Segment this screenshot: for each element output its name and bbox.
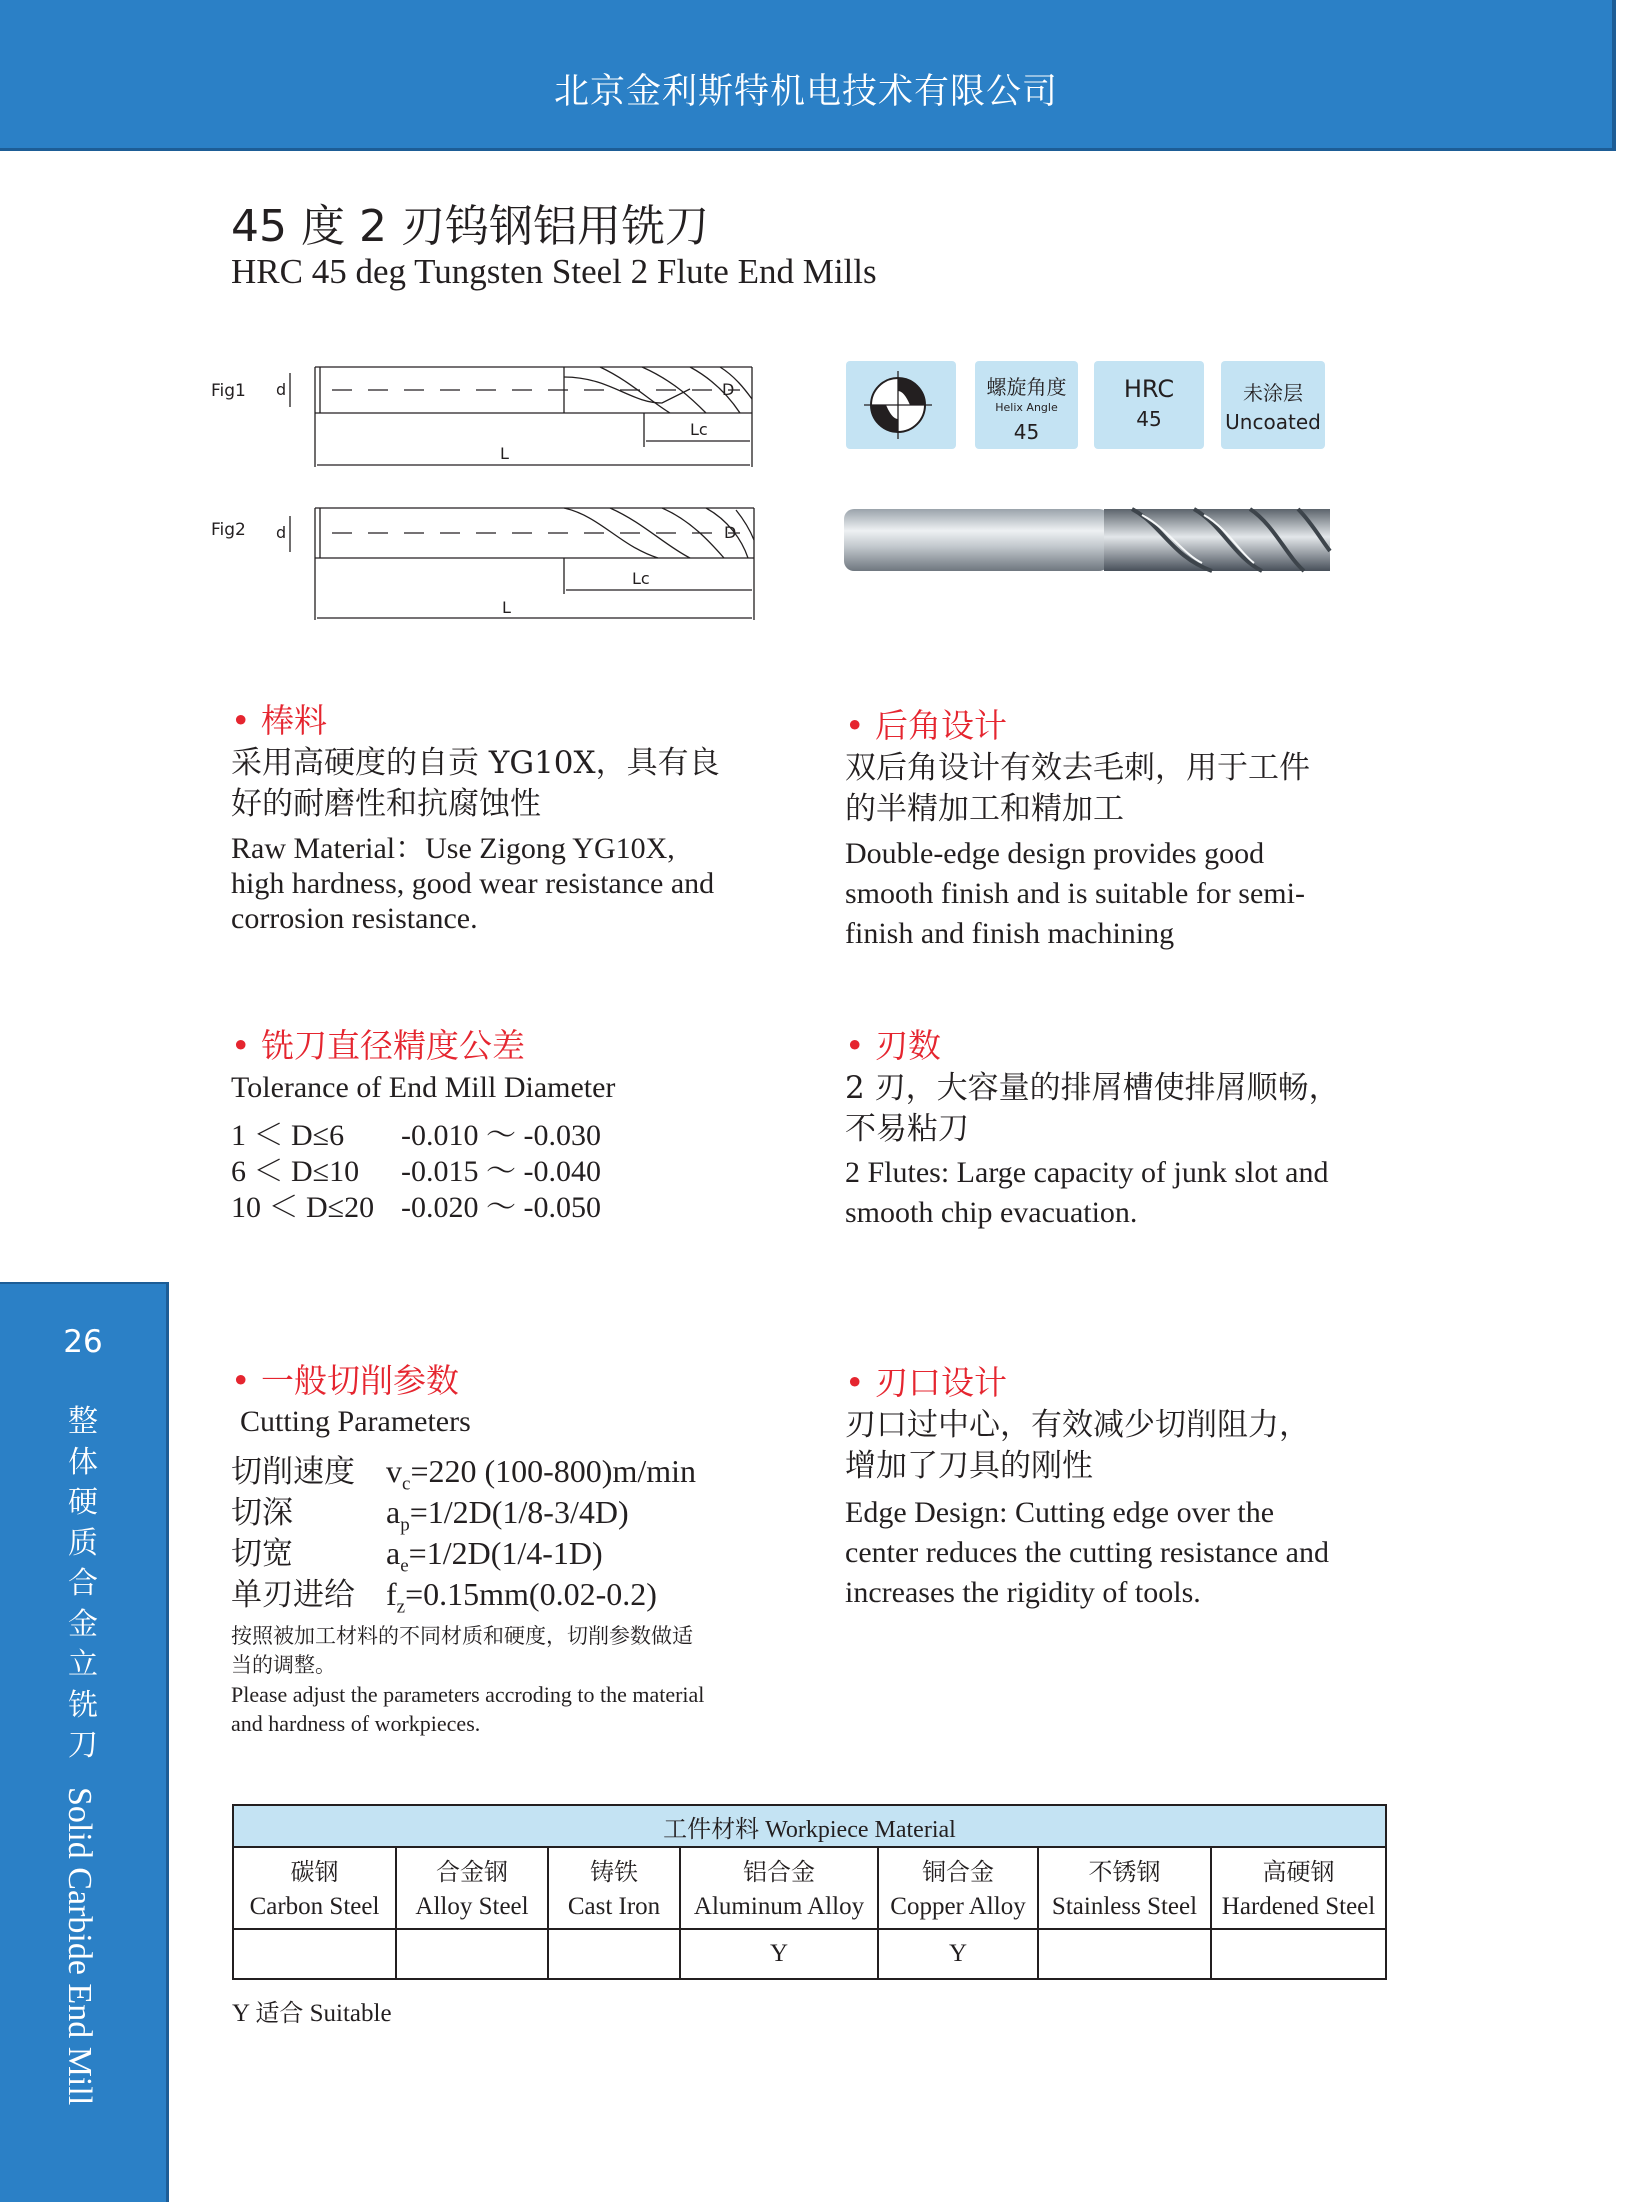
material-zh: 铸铁 bbox=[590, 1858, 638, 1886]
edge-zh bbox=[845, 1405, 1310, 1487]
tolerance-heading: • 铣刀直径精度公差 bbox=[231, 1026, 525, 1065]
tolerance-en: Tolerance of End Mill Diameter bbox=[231, 1071, 616, 1104]
text-line: Raw Material：Use Zigong YG10X, bbox=[231, 832, 675, 865]
table-legend bbox=[232, 1993, 392, 2028]
param-value: =0.15mm(0.02-0.2) bbox=[405, 1576, 657, 1612]
material-cell bbox=[1211, 1847, 1386, 1929]
text-line: Please adjust the parameters accroding to the material bbox=[231, 1682, 705, 1707]
raw-material-en bbox=[231, 831, 714, 936]
material-zh: 合金钢 bbox=[436, 1858, 508, 1886]
clearance-en bbox=[845, 834, 1305, 954]
fig1-Lc-label: Lc bbox=[690, 420, 708, 439]
param-label: 单刃进给 bbox=[231, 1577, 355, 1613]
param-subscript: z bbox=[396, 1596, 406, 1618]
material-cell bbox=[233, 1847, 396, 1929]
sidebar-char: 硬 bbox=[68, 1485, 98, 1520]
text-line: 刃口过中心，有效减少切削阻力， bbox=[845, 1407, 1310, 1443]
fig2-d-label: d bbox=[276, 523, 287, 542]
suitability-cell bbox=[548, 1929, 680, 1979]
helix-angle-zh: 螺旋角度 bbox=[986, 375, 1067, 399]
material-en: Alloy Steel bbox=[415, 1893, 529, 1920]
material-zh: 高硬钢 bbox=[1262, 1858, 1335, 1886]
text-line: 的半精加工和精加工 bbox=[845, 791, 1124, 827]
hrc-value: 45 bbox=[1136, 407, 1162, 431]
text-line: 2 刃，大容量的排屑槽使排屑顺畅， bbox=[845, 1070, 1340, 1106]
page-number: 26 bbox=[63, 1324, 103, 1360]
helix-angle-badge bbox=[975, 361, 1078, 449]
fig1-L-label: L bbox=[500, 444, 509, 463]
text-line: smooth chip evacuation. bbox=[845, 1196, 1138, 1229]
legend-zh: 适合 bbox=[255, 1999, 304, 2027]
workpiece-material-table bbox=[232, 1804, 1387, 1980]
param-subscript: e bbox=[400, 1555, 409, 1577]
material-en: Aluminum Alloy bbox=[693, 1893, 865, 1920]
table-header: 工件材料 Workpiece Material bbox=[233, 1805, 1386, 1847]
material-en: Hardened Steel bbox=[1221, 1893, 1376, 1920]
text-line: finish and finish machining bbox=[845, 917, 1175, 950]
param-value: =1/2D(1/8-3/4D) bbox=[409, 1494, 629, 1530]
sidebar-char: 立 bbox=[68, 1647, 98, 1682]
text-line: Double-edge design provides good bbox=[845, 837, 1265, 870]
fig1-label: Fig1 bbox=[211, 381, 246, 401]
sidebar-char: 体 bbox=[68, 1444, 98, 1480]
coating-badge bbox=[1221, 361, 1325, 449]
suitability-cell: Y bbox=[878, 1929, 1038, 1979]
material-zh: 铜合金 bbox=[922, 1858, 994, 1886]
fig2-label: Fig2 bbox=[211, 520, 246, 540]
page-subtitle: HRC 45 deg Tungsten Steel 2 Flute End Mills bbox=[231, 252, 877, 291]
page-title: 45 度 2 刃钨钢铝用铣刀 bbox=[231, 201, 709, 252]
tolerance-range: 10 ＜ D≤20 bbox=[231, 1191, 375, 1224]
raw-material-zh bbox=[231, 743, 720, 825]
company-name: 北京金利斯特机电技术有限公司 bbox=[553, 72, 1058, 112]
material-cell bbox=[548, 1847, 680, 1929]
text-line: and hardness of workpieces. bbox=[231, 1711, 481, 1736]
sidebar-char: 金 bbox=[68, 1606, 98, 1642]
param-subscript: p bbox=[400, 1514, 410, 1536]
param-symbol: a bbox=[386, 1494, 401, 1530]
fig2-Lc-label: Lc bbox=[632, 569, 650, 588]
flutes-en bbox=[845, 1153, 1329, 1233]
text-line: corrosion resistance. bbox=[231, 902, 478, 935]
text-line: 按照被加工材料的不同材质和硬度，切削参数做适 bbox=[231, 1624, 693, 1648]
clearance-heading: • 后角设计 bbox=[845, 706, 1007, 745]
text-line: 增加了刀具的刚性 bbox=[845, 1448, 1093, 1484]
tolerance-range: 1 ＜ D≤6 bbox=[231, 1119, 345, 1152]
fig2-D-label: D bbox=[724, 523, 737, 542]
text-line: center reduces the cutting resistance and bbox=[845, 1536, 1329, 1569]
material-cell bbox=[680, 1847, 878, 1929]
param-value: =1/2D(1/4-1D) bbox=[408, 1535, 603, 1571]
cutting-param-row bbox=[231, 1569, 657, 1618]
text-line: 双后角设计有效去毛刺，用于工件 bbox=[845, 750, 1310, 786]
hrc-label: HRC bbox=[1123, 375, 1175, 403]
fig1-D-label: D bbox=[722, 380, 735, 399]
text-line: 不易粘刀 bbox=[845, 1111, 969, 1147]
material-zh: 不锈钢 bbox=[1088, 1858, 1161, 1886]
end-mill-cross-section-icon bbox=[846, 361, 956, 449]
cutting-note-en bbox=[231, 1680, 704, 1738]
suitability-cell bbox=[396, 1929, 548, 1979]
param-symbol: f bbox=[386, 1576, 397, 1612]
cutting-note-zh bbox=[231, 1622, 693, 1680]
text-line: increases the rigidity of tools. bbox=[845, 1576, 1201, 1609]
tolerance-range: 6 ＜ D≤10 bbox=[231, 1155, 360, 1188]
suitability-cell: Y bbox=[680, 1929, 878, 1979]
tolerance-value: -0.020 ～ -0.050 bbox=[401, 1191, 601, 1224]
sidebar-char: 整 bbox=[68, 1404, 98, 1439]
flutes-zh bbox=[845, 1068, 1340, 1150]
fig2-drawing bbox=[270, 496, 760, 636]
param-symbol: a bbox=[386, 1535, 401, 1571]
suitability-cell bbox=[1038, 1929, 1211, 1979]
sidebar-category-zh bbox=[0, 1402, 166, 1767]
raw-material-heading: • 棒料 bbox=[231, 701, 327, 740]
edge-heading: • 刃口设计 bbox=[845, 1363, 1007, 1402]
header-bar bbox=[0, 0, 1616, 151]
material-en: Stainless Steel bbox=[1051, 1893, 1198, 1920]
helix-angle-value: 45 bbox=[1013, 420, 1040, 444]
tolerance-value: -0.010 ～ -0.030 bbox=[401, 1119, 601, 1152]
suitability-cell bbox=[233, 1929, 396, 1979]
param-label: 切宽 bbox=[231, 1536, 293, 1572]
param-label: 切深 bbox=[231, 1495, 293, 1531]
text-line: Edge Design: Cutting edge over the bbox=[845, 1496, 1275, 1529]
cutting-en: Cutting Parameters bbox=[240, 1405, 471, 1438]
material-zh: 碳钢 bbox=[290, 1858, 339, 1886]
clearance-zh bbox=[845, 748, 1310, 830]
fig1-drawing bbox=[270, 355, 760, 487]
coating-en: Uncoated bbox=[1225, 410, 1321, 434]
hrc-badge bbox=[1094, 361, 1204, 449]
sidebar-char: 合 bbox=[68, 1566, 98, 1601]
legend-symbol: Y bbox=[232, 2000, 250, 2027]
text-line: 当的调整。 bbox=[231, 1653, 336, 1677]
sidebar-category-en: Solid Carbide End Mill bbox=[61, 1787, 98, 2106]
text-line: 好的耐磨性和抗腐蚀性 bbox=[231, 786, 541, 822]
coating-zh: 未涂层 bbox=[1243, 381, 1303, 405]
text-line: smooth finish and is suitable for semi- bbox=[845, 877, 1305, 910]
material-en: Carbon Steel bbox=[249, 1893, 380, 1920]
material-cell bbox=[878, 1847, 1038, 1929]
sidebar-char: 质 bbox=[68, 1525, 98, 1561]
flutes-heading: • 刃数 bbox=[845, 1026, 941, 1065]
material-zh: 铝合金 bbox=[743, 1858, 815, 1886]
param-label: 切削速度 bbox=[231, 1454, 355, 1490]
tolerance-row bbox=[231, 1182, 601, 1226]
legend-en: Suitable bbox=[309, 2000, 392, 2027]
suitability-cell bbox=[1211, 1929, 1386, 1979]
sidebar bbox=[0, 1282, 169, 2202]
text-line: high hardness, good wear resistance and bbox=[231, 867, 715, 900]
material-en: Copper Alloy bbox=[890, 1893, 1026, 1920]
edge-en bbox=[845, 1493, 1329, 1613]
param-value: =220 (100-800)m/min bbox=[410, 1453, 697, 1489]
text-line: 2 Flutes: Large capacity of junk slot and bbox=[845, 1156, 1329, 1189]
sidebar-char: 铣 bbox=[68, 1687, 98, 1723]
table-row bbox=[233, 1847, 1386, 1929]
end-mill-photo bbox=[842, 505, 1334, 575]
helix-angle-en: Helix Angle bbox=[995, 401, 1058, 414]
param-symbol: v bbox=[386, 1453, 402, 1489]
fig2-L-label: L bbox=[502, 598, 511, 617]
fig1-d-label: d bbox=[276, 380, 287, 399]
text-line: 采用高硬度的自贡 YG10X，具有良 bbox=[231, 745, 720, 781]
material-cell bbox=[1038, 1847, 1211, 1929]
material-cell bbox=[396, 1847, 548, 1929]
material-en: Cast Iron bbox=[567, 1893, 661, 1920]
cutting-heading: • 一般切削参数 bbox=[231, 1361, 459, 1400]
param-subscript: c bbox=[402, 1473, 411, 1495]
tolerance-value: -0.015 ～ -0.040 bbox=[401, 1155, 601, 1188]
sidebar-char: 刀 bbox=[68, 1728, 98, 1763]
table-row bbox=[233, 1929, 1386, 1979]
